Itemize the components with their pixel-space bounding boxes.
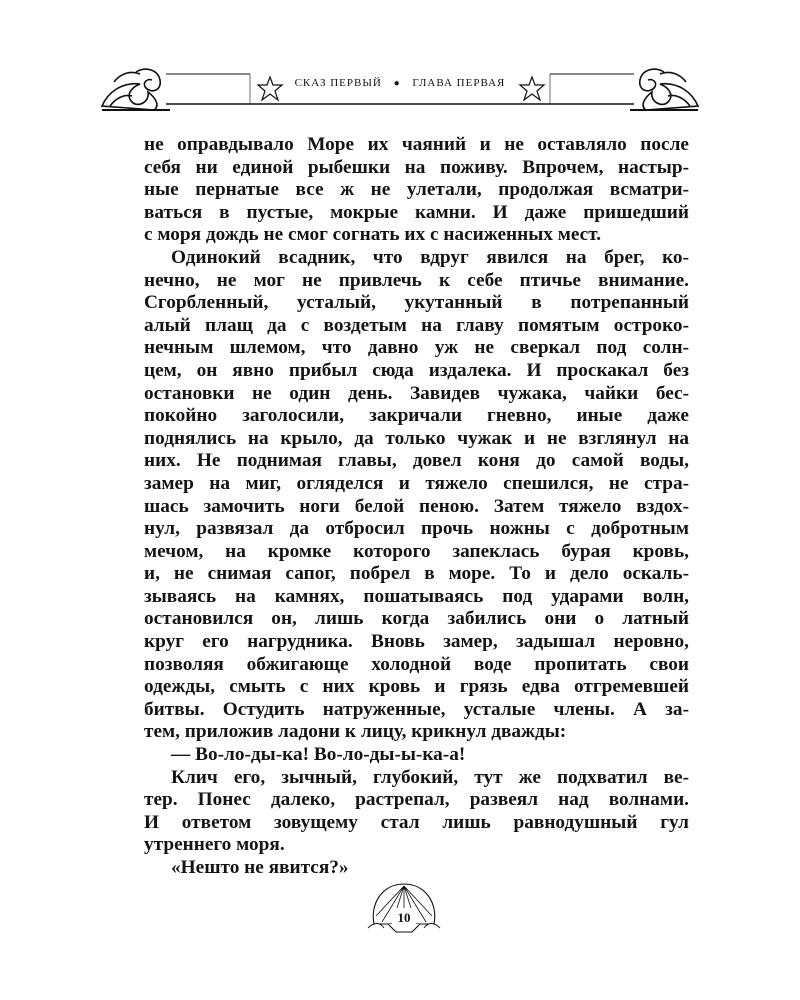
header-separator: ● (393, 77, 401, 89)
header-chapter: ГЛАВА ПЕРВАЯ (412, 77, 506, 90)
text-line: цем, он явно прибыл сюда издалека. И проскакал без (144, 359, 689, 381)
text-line: круг его нагрудника. Вновь замер, задышал неровно, (144, 631, 689, 653)
text-line: ные пернатые все ж не улетали, продолжая всматри- (144, 179, 689, 201)
text-line: битвы. Остудить натруженные, усталые члены. А за- (144, 698, 689, 720)
header-title (100, 77, 700, 89)
text-line: себя ни единой рыбешки на поживу. Впрочем, настыр- (144, 156, 689, 178)
text-line: — Во-ло-ды-ка! Во-ло-ды-ы-ка-а! (171, 744, 466, 766)
text-line: позволяя обжигающе холодной воде пропитать свои (144, 653, 689, 675)
text-line: нечно, не мог не привлечь к себе птичье внимание. (144, 269, 689, 291)
text-line: покойно заголосили, закричали гневно, иные даже (144, 405, 689, 427)
text-line: мечом, на кромке которого запеклась бурая кровь, (144, 540, 689, 562)
text-line: нул, развязал да отбросил прочь ножны с добротным (144, 518, 689, 540)
header-part: СКАЗ ПЕРВЫЙ (294, 77, 382, 90)
text-line: одежды, смыть с них кровь и грязь едва отгремевшей (144, 676, 689, 698)
text-line: и, не снимая сапог, побрел в море. То и дело оскаль- (144, 563, 689, 585)
text-line: утреннего моря. (144, 834, 285, 856)
seashell-icon (364, 878, 444, 938)
body-text (144, 134, 689, 880)
text-line: поднялись на крыло, да только чужак и не взглянул на (144, 427, 689, 449)
text-line: замер на миг, огляделся и тяжело спешился, не стра- (144, 472, 689, 494)
text-line: алый плащ да с воздетым на главу помятым остроко- (144, 314, 689, 336)
text-line: нечным шлемом, что давно уж не сверкал под солн- (144, 337, 689, 359)
page-number: 10 (397, 910, 411, 925)
text-line: остановки не один день. Завидев чужака, чайки бес- (144, 382, 689, 404)
text-line: «Нешто не явится?» (171, 857, 349, 878)
text-line: не оправдывало Море их чаяний и не оставляло после (144, 134, 689, 155)
running-header (100, 62, 700, 114)
left-wave-icon (102, 69, 170, 110)
page-footer (364, 878, 444, 938)
text-line: остановился он, лишь когда забились они о латный (144, 608, 689, 630)
text-line: зываясь на камнях, пошатываясь под ударами волн, (144, 585, 689, 607)
text-line: с моря дождь не смог согнать их с насиженных мест. (144, 224, 602, 246)
text-line: Клич его, зычный, глубокий, тут же подхватил ве- (171, 766, 689, 788)
text-line: Одинокий всадник, что вдруг явился на брег, ко- (171, 246, 689, 268)
text-line: шась замочить ноги белой пеною. Затем тяжело вздох- (144, 495, 689, 517)
text-line: тем, приложив ладони к лицу, крикнул дважды: (144, 721, 567, 743)
text-line: И ответом зовущему стал лишь равнодушный гул (144, 811, 689, 833)
text-line: них. Не поднимая главы, довел коня до самой воды, (144, 450, 689, 472)
text-line: тер. Понес далеко, растрепал, развеял над волнами. (144, 789, 689, 811)
text-line: Сгорбленный, усталый, укутанный в потрепанный (144, 292, 689, 314)
right-wave-icon (630, 69, 698, 110)
text-line: ваться в пустые, мокрые камни. И даже пришедший (144, 201, 689, 223)
